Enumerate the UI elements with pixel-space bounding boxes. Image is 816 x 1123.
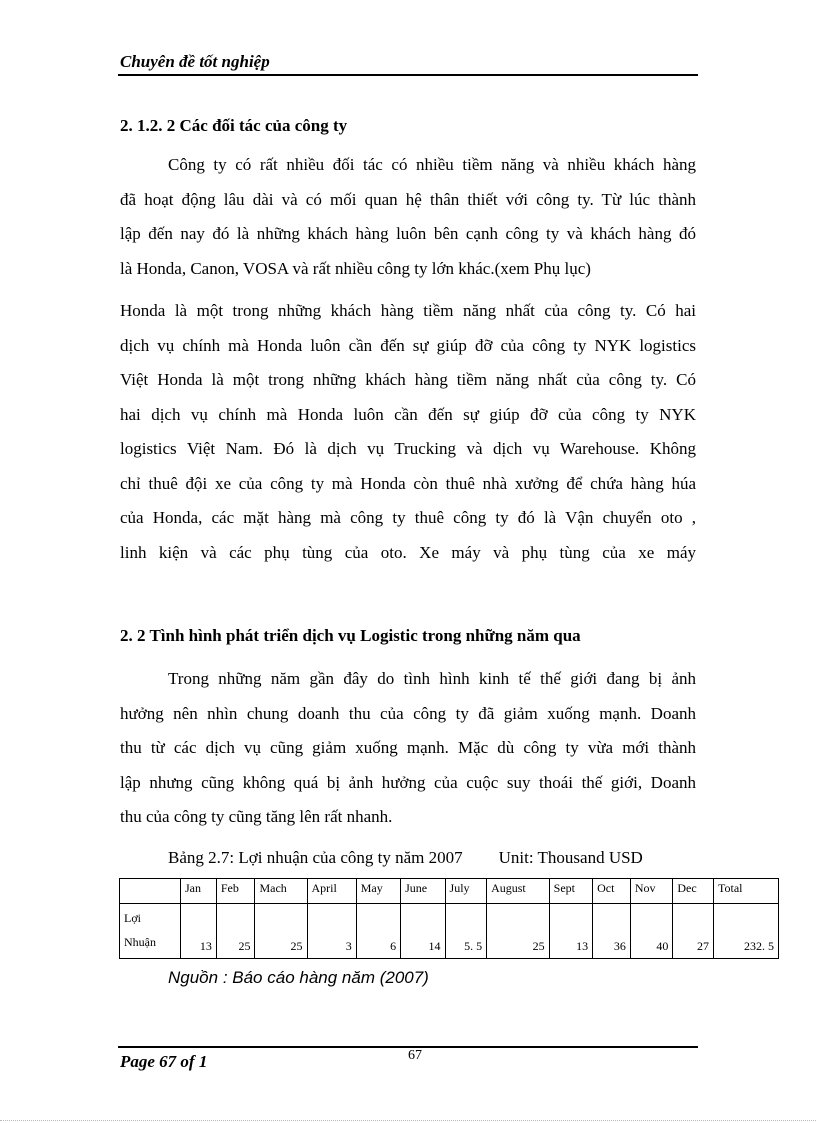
paragraph-partners [120, 148, 696, 286]
header-rule [118, 74, 698, 76]
table-source: Nguồn : Báo cáo hàng năm (2007) [168, 968, 429, 987]
column-header: July [445, 879, 487, 904]
text-line: hưởng nên nhìn chung doanh thu của công ty đã giảm xuống mạnh. Doanh [120, 703, 696, 723]
footer-page-label: Page 67 of 1 [120, 1052, 208, 1071]
text-line: hai dịch vụ chính mà Honda luôn cần đến sự giúp đỡ của công ty NYK [120, 404, 696, 424]
table-cell: 40 [630, 904, 673, 959]
table-caption [168, 848, 643, 868]
paragraph-honda [120, 294, 696, 570]
section-heading-partners: 2. 1.2. 2 Các đối tác của công ty [120, 116, 348, 135]
table-cell: 36 [593, 904, 631, 959]
footer-page-number: 67 [408, 1048, 422, 1063]
text-line: dịch vụ chính mà Honda luôn cần đến sự giúp đỡ của công ty NYK logistics [120, 335, 696, 355]
page-bottom-divider [0, 1120, 816, 1121]
table-cell: 3 [307, 904, 356, 959]
table-corner-cell [120, 879, 181, 904]
table-row [120, 904, 779, 959]
header-title: Chuyên đề tốt nghiệp [120, 52, 270, 71]
text-line: linh kiện và các phụ tùng của oto. Xe máy và phụ tùng của xe máy [120, 542, 696, 562]
text-line: logistics Việt Nam. Đó là dịch vụ Trucking và dịch vụ Warehouse. Không [120, 439, 696, 458]
section-heading-logistics: 2. 2 Tình hình phát triển dịch vụ Logistic trong những năm qua [120, 626, 581, 645]
text-line: lập đến nay đó là những khách hàng luôn bên cạnh công ty và khách hàng đó [120, 224, 696, 243]
text-line: thu từ các dịch vụ cũng giảm xuống mạnh. Mặc dù công ty vừa mới thành [120, 738, 696, 757]
text-line: chỉ thuê đội xe của công ty mà Honda còn thuê nhà xưởng để chứa hàng húa [120, 473, 696, 493]
text-line: Honda là một trong những khách hàng tiềm năng nhất của công ty. Có hai [120, 301, 696, 320]
column-header: Total [714, 879, 779, 904]
text-line: là Honda, Canon, VOSA và rất nhiều công ty lớn khác.(xem Phụ lục) [120, 258, 591, 278]
profit-table [119, 878, 779, 959]
column-header: Oct [593, 879, 631, 904]
table-cell: 27 [673, 904, 714, 959]
table-cell: 14 [401, 904, 445, 959]
text-line: Trong những năm gần đây do tình hình kinh tế thế giới đang bị ảnh [168, 669, 696, 688]
column-header: August [487, 879, 550, 904]
column-header: June [401, 879, 445, 904]
table-header-row [120, 879, 779, 904]
table-cell: 25 [255, 904, 307, 959]
text-line: đã hoạt động lâu dài và có mối quan hệ thân thiết với công ty. Từ lúc thành [120, 189, 696, 209]
row-label-line: Lợi [124, 911, 142, 925]
text-line: Việt Honda là một trong những khách hàng tiềm năng nhất của công ty. Có [120, 370, 696, 389]
column-header: May [356, 879, 400, 904]
text-line: lập nhưng cũng không quá bị ảnh hưởng của cuộc suy thoái thế giới, Doanh [120, 772, 696, 792]
table-title: Bảng 2.7: Lợi nhuận của công ty năm 2007 [168, 848, 463, 867]
row-label-line: Nhuận [124, 935, 156, 949]
table-cell: 13 [549, 904, 592, 959]
column-header: Dec [673, 879, 714, 904]
text-line: của Honda, các mặt hàng mà công ty thuê công ty đó là Vận chuyển oto , [120, 508, 696, 527]
table-cell: 25 [487, 904, 550, 959]
text-line: thu của công ty cũng tăng lên rất nhanh. [120, 807, 393, 826]
column-header: Feb [216, 879, 255, 904]
table-cell: 25 [216, 904, 255, 959]
column-header: April [307, 879, 356, 904]
column-header: Jan [181, 879, 217, 904]
column-header: Nov [630, 879, 673, 904]
table-cell: 5. 5 [445, 904, 487, 959]
table-cell: 232. 5 [714, 904, 779, 959]
text-line: Công ty có rất nhiều đối tác có nhiều tiềm năng và nhiều khách hàng [168, 155, 696, 174]
column-header: Sept [549, 879, 592, 904]
table-cell: 13 [181, 904, 217, 959]
table-unit: Unit: Thousand USD [498, 848, 643, 867]
paragraph-logistics [120, 662, 696, 835]
table-cell: 6 [356, 904, 400, 959]
column-header: Mach [255, 879, 307, 904]
row-label [120, 904, 181, 959]
